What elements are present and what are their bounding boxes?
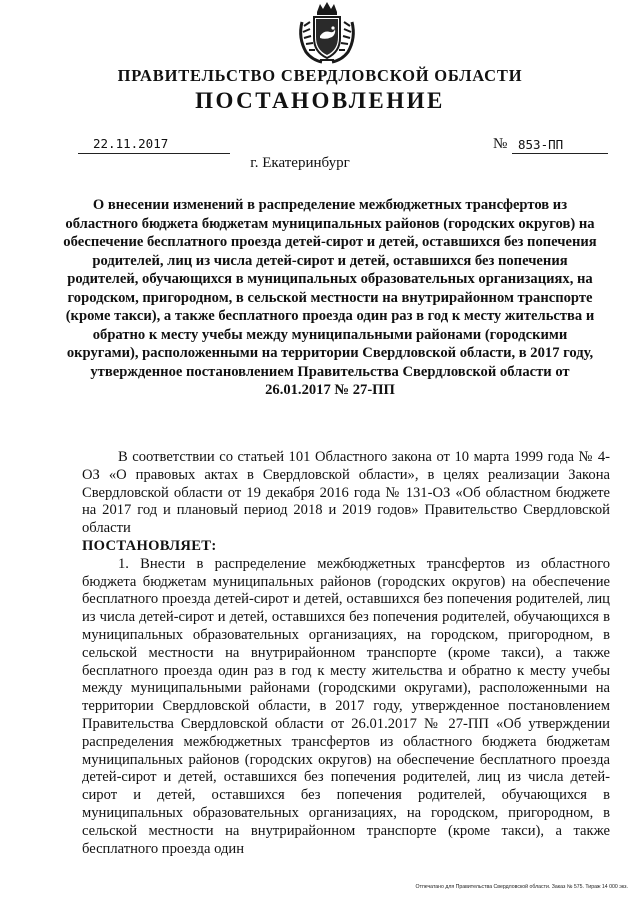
document-date: 22.11.2017: [93, 136, 169, 151]
document-number: 853-ПП: [518, 137, 564, 152]
coat-of-arms-icon: [292, 0, 362, 66]
document-type: ПОСТАНОВЛЕНИЕ: [195, 88, 445, 113]
printing-note: Отпечатано для Правительства Свердловской области. Заказ № 575. Тираж 14 000 экз.: [415, 884, 628, 890]
document-body: [82, 449, 610, 858]
decree-word: ПОСТАНОВЛЯЕТ:: [82, 537, 217, 554]
preamble-paragraph: В соответствии со статьей 101 Областного закона от 10 марта 1999 года № 4-ОЗ «О правовых актах в Свердловской области», в целях реализации Закона Свердловской области от 19 декабря 2016 года № 131-ОЗ «Об областном бюджете на 2017 год и плановый период 2018 и 2019 годов» Правительство Свердловской области: [82, 449, 610, 537]
city: г. Екатеринбург: [250, 155, 350, 171]
item-1-paragraph: 1. Внести в распределение межбюджетных трансфертов из областного бюджета бюджетам муниципальных районов (городских округов) на обеспечение бесплатного проезда детей-сирот и детей, оставшихся без попечения родителей, лиц из числа детей-сирот и детей, оставшихся без попечения родителей, обучающихся в муниципальных образовательных организациях, на городском, пригородном, в сельской местности на внутрирайонном транспорте (кроме такси), а также бесплатного проезда один раз в год к месту жительства и обратно к месту учебы между муниципальными районами (городскими округами), расположенными на территории Свердловской области, в 2017 году, утвержденное постановлением Правительства Свердловской области от 26.01.2017 № 27-ПП «Об утверждении распределения межбюджетных трансфертов из областного бюджета бюджетам муниципальных районов (городских округов) на обеспечение бесплатного проезда детей-сирот и детей, оставшихся без попечения родителей, лиц из числа детей-сирот и детей, оставшихся без попечения родителей, обучающихся в муниципальных образовательных организациях, на городском, пригородном, в сельской местности на внутрирайонном транспорте (кроме такси), а также бесплатного проезда один: [82, 555, 610, 857]
document-title: О внесении изменений в распределение межбюджетных трансфертов из областного бюджета бюджетам муниципальных районов (городских округов) на обеспечение бесплатного проезда детей-сирот и детей, оставшихся без попечения родителей, лиц из числа детей-сирот и детей, оставшихся без попечения родителей, обучающихся в муниципальных образовательных организациях, на городском, пригородном, в сельской местности на внутрирайонном транспорте (кроме такси), а также бесплатного проезда один раз в год к месту жительства и обратно к месту учебы между муниципальными районами (городскими округами), расположенными на территории Свердловской области, в 2017 году, утвержденное постановлением Правительства Свердловской области от 26.01.2017 № 27-ПП: [63, 197, 597, 398]
government-name: ПРАВИТЕЛЬСТВО СВЕРДЛОВСКОЙ ОБЛАСТИ: [117, 66, 523, 85]
number-sign: №: [493, 136, 508, 152]
